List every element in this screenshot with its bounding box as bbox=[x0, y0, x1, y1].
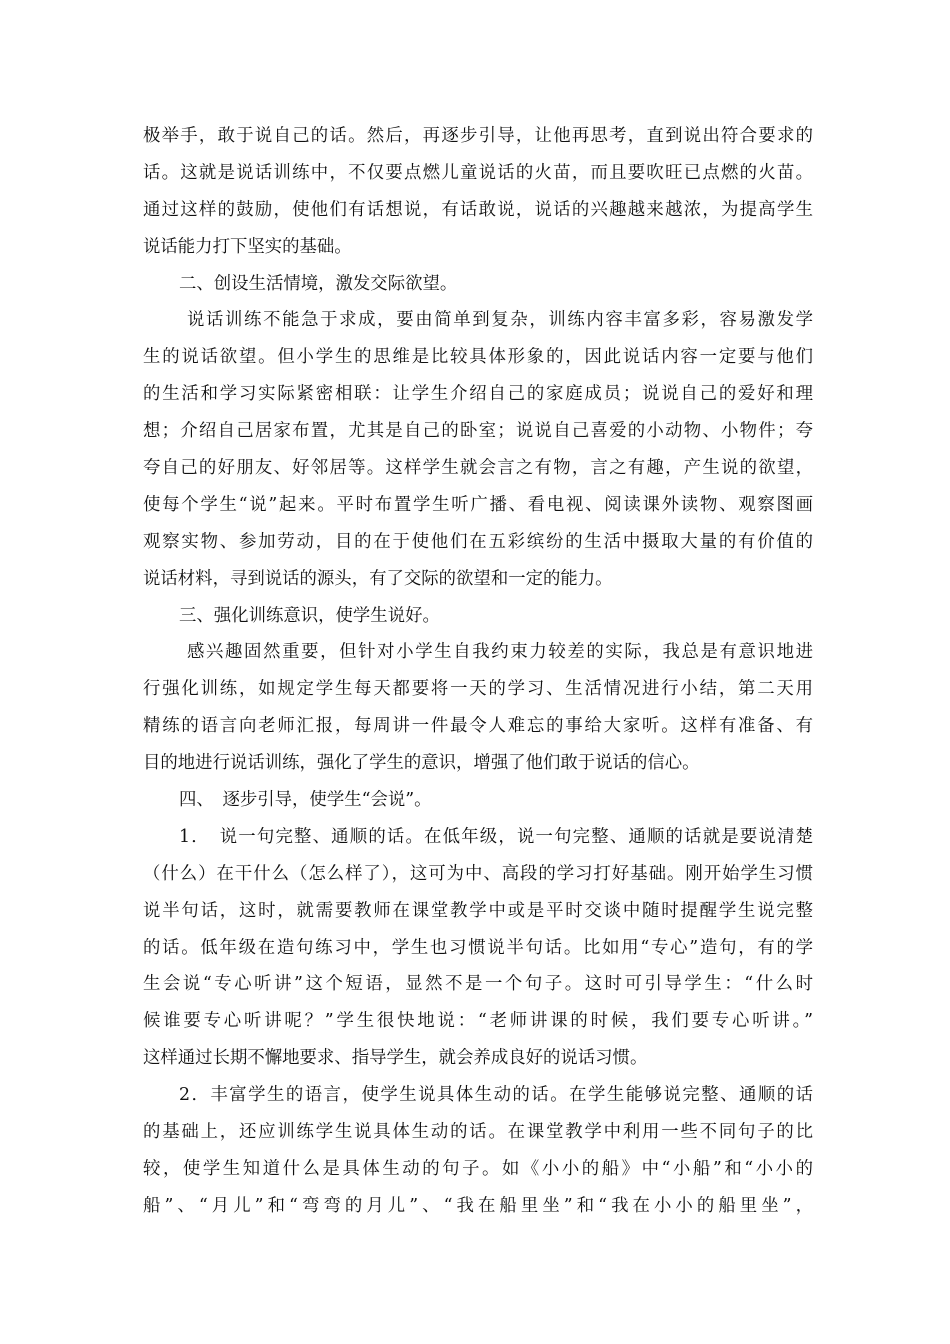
text-line: 生的说话欲望。但小学生的思维是比较具体形象的，因此说话内容一定要与他们 bbox=[143, 347, 813, 368]
text-line: 观察实物、参加劳动，目的在于使他们在五彩缤纷的生活中摄取大量的有价值的 bbox=[143, 531, 813, 552]
section-heading: 三、强化训练意识，使学生说好。 bbox=[179, 605, 440, 626]
text-line: 这样通过长期不懈地要求、指导学生，就会养成良好的说话习惯。 bbox=[143, 1048, 648, 1069]
text-line: 1． 说一句完整、通顺的话。在低年级，说一句完整、通顺的话就是要说清楚 bbox=[179, 826, 813, 847]
text-line: 通过这样的鼓励，使他们有话想说，有话敢说，说话的兴趣越来越浓，为提高学生 bbox=[143, 199, 813, 220]
text-line: 行强化训练，如规定学生每天都要将一天的学习、生活情况进行小结，第二天用 bbox=[143, 679, 813, 700]
document-body bbox=[143, 118, 813, 1225]
text-line: 想；介绍自己居家布置，尤其是自己的卧室；说说自己喜爱的小动物、小物件；夸 bbox=[143, 421, 813, 442]
text-line: 话。这就是说话训练中，不仅要点燃儿童说话的火苗，而且要吹旺已点燃的火苗。 bbox=[143, 162, 813, 183]
text-line: 目的地进行说话训练，强化了学生的意识，增强了他们敢于说话的信心。 bbox=[143, 753, 700, 774]
section-heading: 二、创设生活情境，激发交际欲望。 bbox=[179, 273, 458, 294]
text-line: 较，使学生知道什么是具体生动的句子。如《小小的船》中“小船”和“小小的 bbox=[143, 1158, 813, 1179]
text-line: 的话。低年级在造句练习中，学生也习惯说半句话。比如用“专心”造句，有的学 bbox=[143, 937, 813, 958]
text-line: 极举手，敢于说自己的话。然后，再逐步引导，让他再思考，直到说出符合要求的 bbox=[143, 126, 813, 146]
text-line: 精练的语言向老师汇报，每周讲一件最令人难忘的事给大家听。这样有准备、有 bbox=[143, 716, 813, 737]
text-line: 感兴趣固然重要，但针对小学生自我约束力较差的实际，我总是有意识地进 bbox=[187, 642, 813, 663]
text-line: 的生活和学习实际紧密相联：让学生介绍自己的家庭成员；说说自己的爱好和理 bbox=[143, 384, 813, 405]
text-line: 的基础上，还应训练学生说具体生动的话。在课堂教学中利用一些不同句子的比 bbox=[143, 1122, 813, 1143]
section-heading: 四、 逐步引导，使学生“会说”。 bbox=[179, 790, 432, 811]
text-line: 说话能力打下坚实的基础。 bbox=[143, 236, 352, 257]
text-line: 生会说“专心听讲”这个短语，显然不是一个句子。这时可引导学生：“什么时 bbox=[143, 974, 813, 995]
text-line: 船”、“月儿”和“弯弯的月儿”、“我在船里坐”和“我在小小的船里坐”， bbox=[143, 1195, 813, 1216]
text-line: 夸自己的好朋友、好邻居等。这样学生就会言之有物，言之有趣，产生说的欲望， bbox=[143, 458, 813, 479]
text-line: 说半句话，这时，就需要教师在课堂教学中或是平时交谈中随时提醒学生说完整 bbox=[143, 900, 813, 921]
text-line: 候谁要专心听讲呢？”学生很快地说：“老师讲课的时候，我们要专心听讲。” bbox=[143, 1011, 813, 1032]
text-line: 2．丰富学生的语言，使学生说具体生动的话。在学生能够说完整、通顺的话 bbox=[179, 1085, 813, 1106]
text-line: （什么）在干什么（怎么样了），这可为中、高段的学习打好基础。刚开始学生习惯 bbox=[143, 863, 813, 884]
text-line: 使每个学生“说”起来。平时布置学生听广播、看电视、阅读课外读物、观察图画 bbox=[143, 494, 813, 515]
text-line: 说话材料，寻到说话的源头，有了交际的欲望和一定的能力。 bbox=[143, 568, 613, 589]
text-line: 说话训练不能急于求成，要由简单到复杂，训练内容丰富多彩，容易激发学 bbox=[187, 310, 813, 331]
